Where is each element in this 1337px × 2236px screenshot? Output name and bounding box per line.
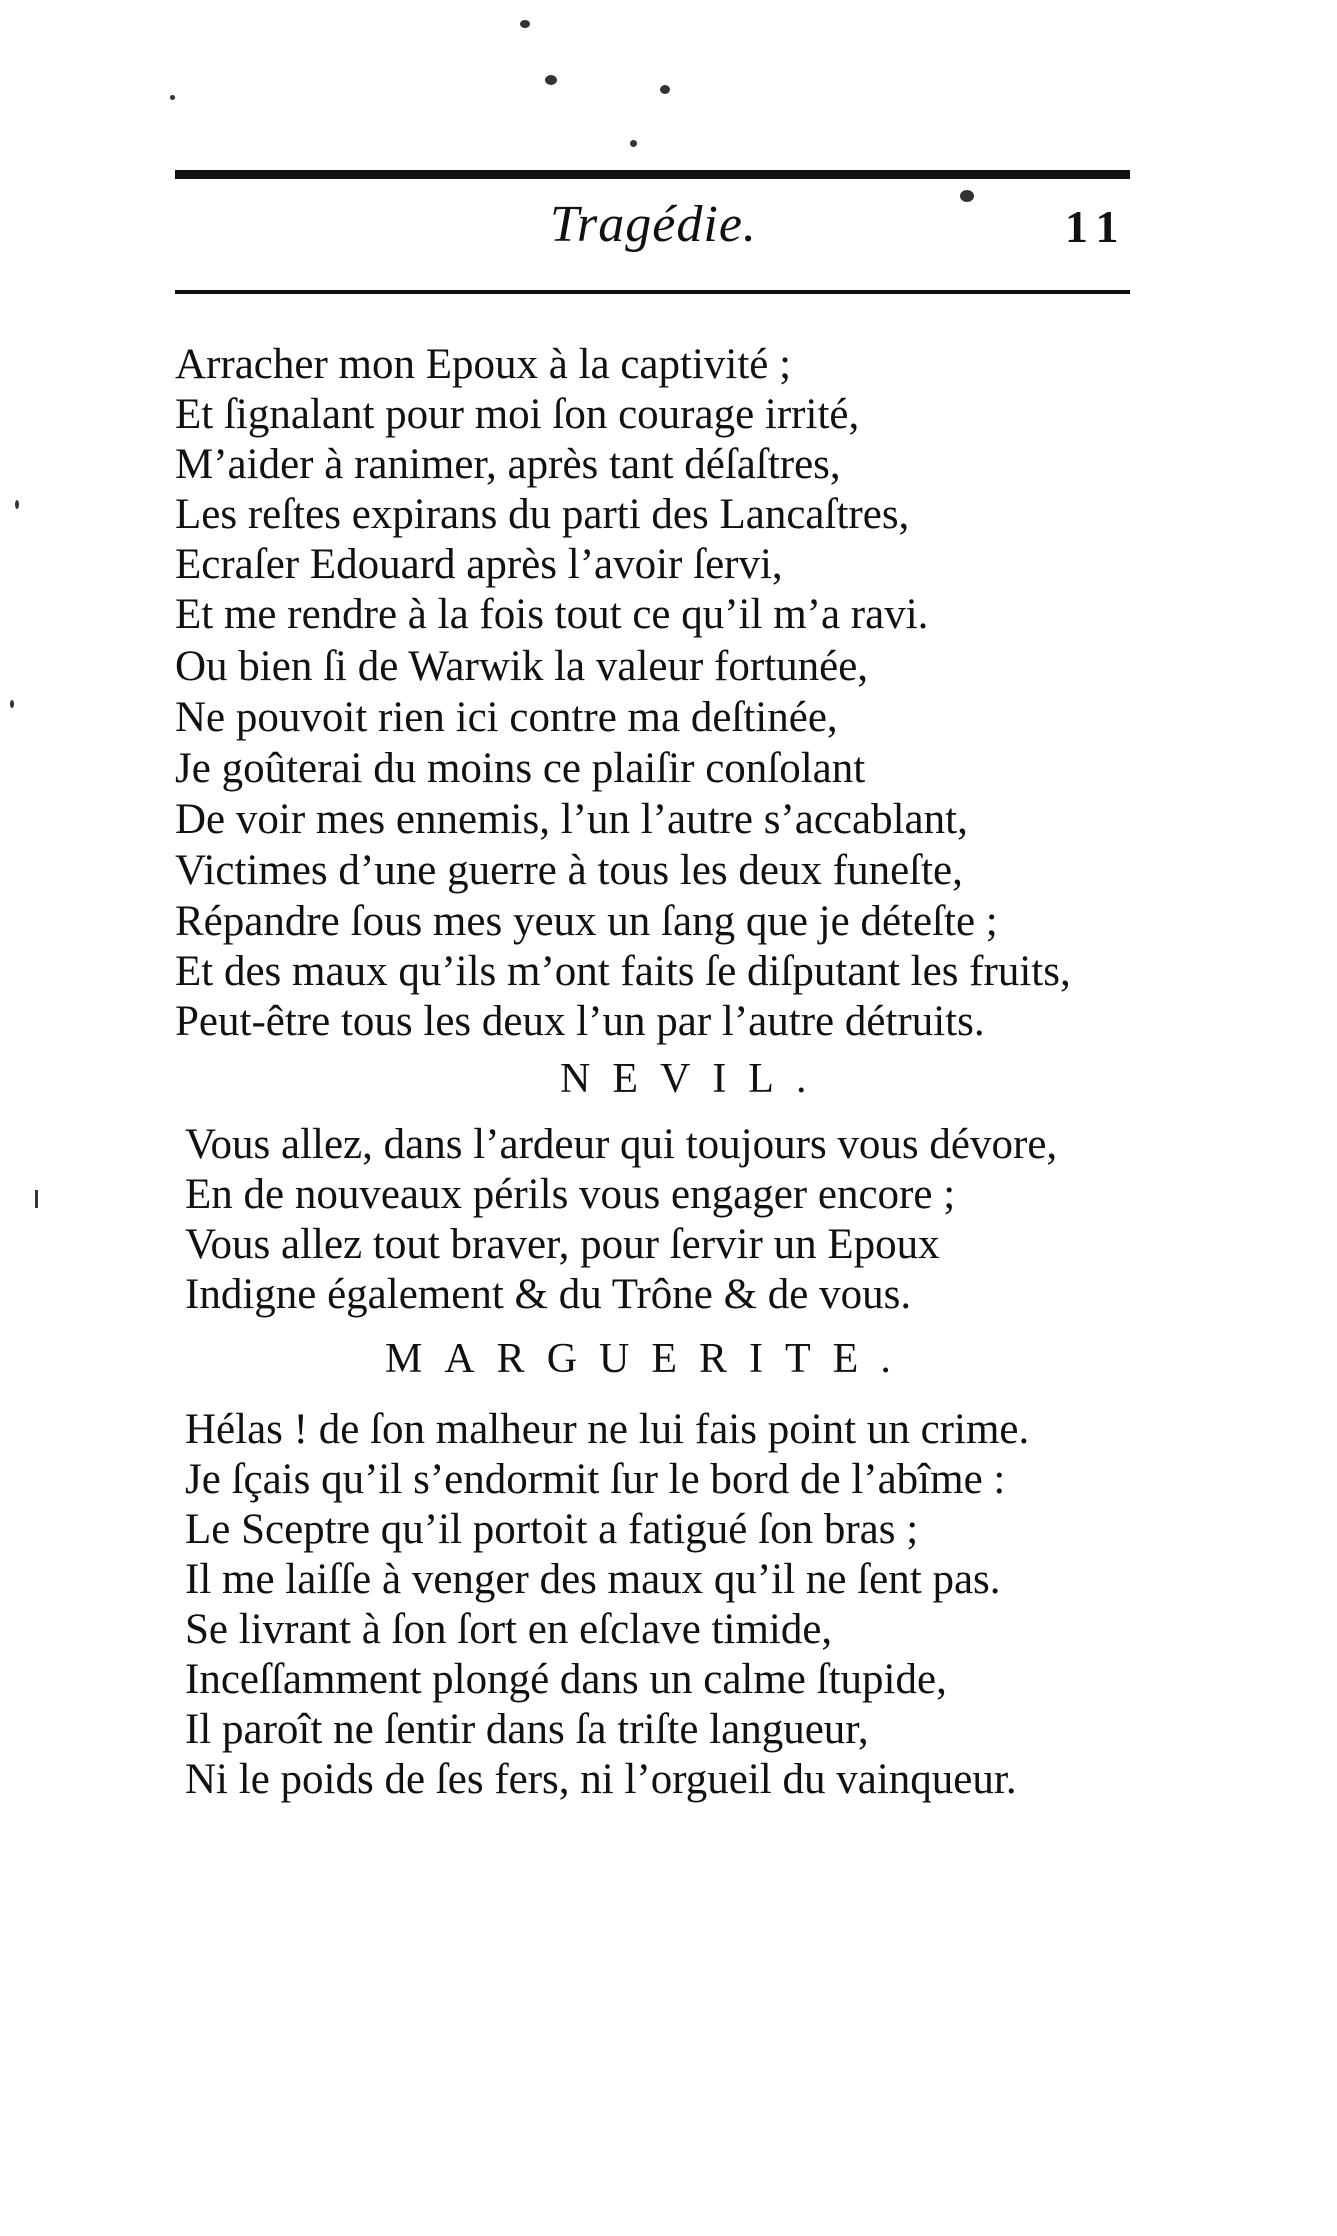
verse-line: Le Sceptre qu’il portoit a fatigué ſon bras ; — [185, 1506, 919, 1553]
speaker-name: MARGUERITE. — [385, 1336, 913, 1382]
verse-line: De voir mes ennemis, l’un l’autre s’accablant, — [175, 796, 968, 843]
ink-speck — [630, 140, 637, 147]
ink-speck — [545, 75, 557, 85]
verse-line: Il paroît ne ſentir dans ſa triſte langueur, — [185, 1706, 869, 1753]
header-rule-top — [175, 170, 1130, 179]
ink-speck — [660, 85, 670, 94]
verse-line: Je goûterai du moins ce plaiſir conſolant — [175, 745, 866, 792]
verse-line: Et des maux qu’ils m’ont faits ſe diſputant les fruits, — [175, 948, 1071, 995]
verse-line: Il me laiſſe à venger des maux qu’il ne ſent pas. — [185, 1556, 1001, 1603]
verse-line: Arracher mon Epoux à la captivité ; — [175, 341, 792, 388]
verse-line: Répandre ſous mes yeux un ſang que je déteſte ; — [175, 898, 998, 945]
verse-line: Les reſtes expirans du parti des Lancaſtres, — [175, 491, 910, 538]
verse-line: Inceſſamment plongé dans un calme ſtupide, — [185, 1656, 947, 1703]
verse-line: Victimes d’une guerre à tous les deux funeſte, — [175, 847, 963, 894]
speaker-name: NEVIL. — [560, 1056, 829, 1102]
ink-speck — [15, 500, 19, 509]
verse-line: M’aider à ranimer, après tant déſaſtres, — [175, 441, 841, 488]
verse-line: Ne pouvoit rien ici contre ma deſtinée, — [175, 694, 838, 741]
ink-speck — [35, 1190, 38, 1208]
ink-speck — [10, 700, 14, 708]
verse-line: Indigne également & du Trône & de vous. — [185, 1271, 912, 1318]
verse-line: Je ſçais qu’il s’endormit ſur le bord de l’abîme : — [185, 1456, 1006, 1503]
verse-line: Peut-être tous les deux l’un par l’autre détruits. — [175, 998, 985, 1045]
verse-line: Se livrant à ſon ſort en eſclave timide, — [185, 1606, 833, 1653]
verse-line: Et me rendre à la fois tout ce qu’il m’a ravi. — [175, 591, 929, 638]
verse-line: Hélas ! de ſon malheur ne lui fais point un crime. — [185, 1406, 1030, 1453]
running-title: Tragédie. — [550, 196, 757, 253]
header-rule-bottom — [175, 290, 1130, 294]
verse-line: Ecraſer Edouard après l’avoir ſervi, — [175, 541, 783, 588]
ink-speck — [520, 20, 530, 28]
verse-line: Vous allez tout braver, pour ſervir un Epoux — [185, 1221, 940, 1268]
verse-line: Vous allez, dans l’ardeur qui toujours vous dévore, — [185, 1121, 1058, 1168]
verse-line: Et ſignalant pour moi ſon courage irrité, — [175, 391, 860, 438]
verse-line: Ni le poids de ſes fers, ni l’orgueil du vainqueur. — [185, 1756, 1017, 1803]
page-number: 11 — [1065, 201, 1129, 252]
ink-speck — [170, 95, 175, 100]
ink-speck — [960, 190, 974, 202]
verse-line: Ou bien ſi de Warwik la valeur fortunée, — [175, 643, 869, 690]
verse-line: En de nouveaux périls vous engager encore ; — [185, 1171, 956, 1218]
